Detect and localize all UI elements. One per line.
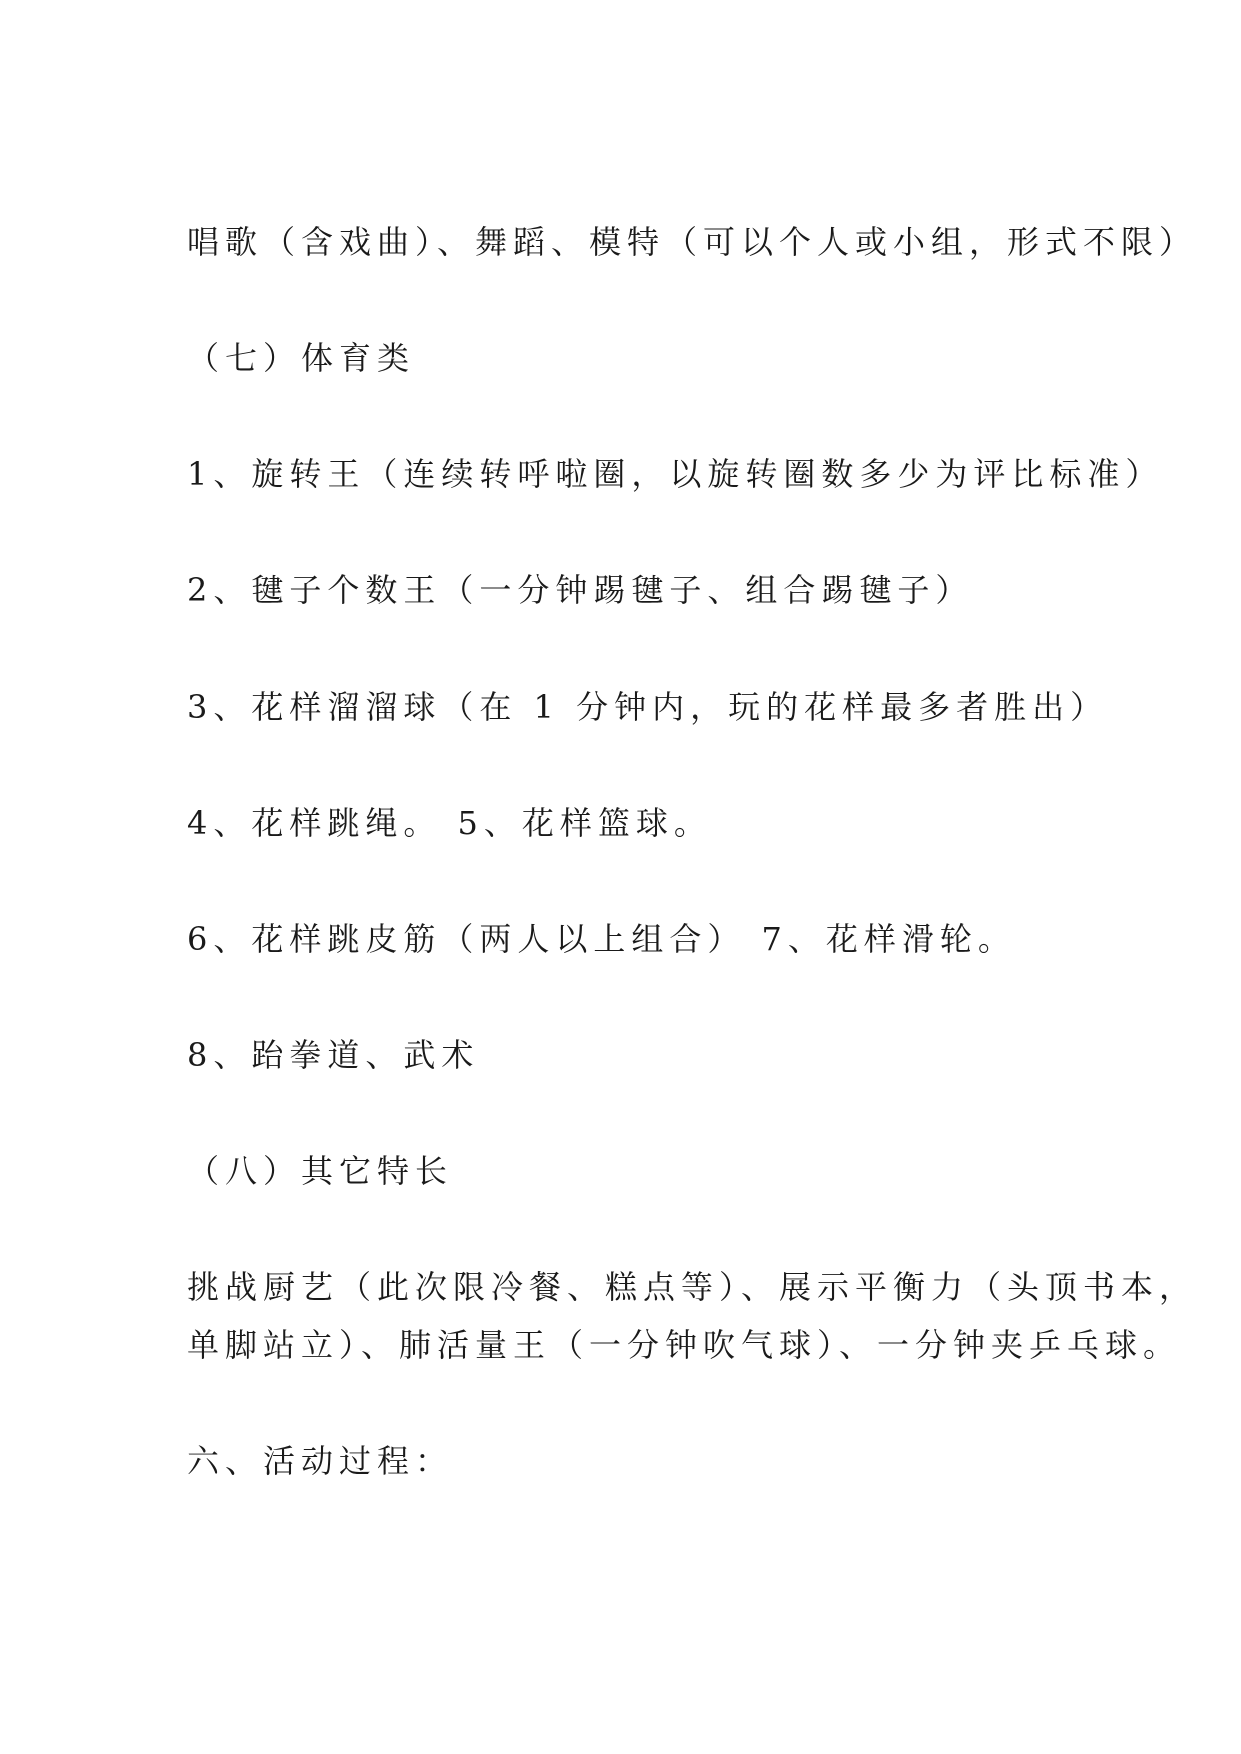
list-item-rubber-band-skates: 6、花样跳皮筋（两人以上组合） 7、花样滑轮。 — [187, 920, 1016, 958]
list-item-shuttlecock: 2、毽子个数王（一分钟踢毽子、组合踢毽子） — [187, 571, 974, 609]
list-item-rope-basketball: 4、花样跳绳。 5、花样篮球。 — [187, 804, 712, 842]
text-line-performance: 唱歌（含戏曲）、舞蹈、模特（可以个人或小组，形式不限） — [187, 223, 1198, 261]
list-item-hula-hoop: 1、旋转王（连续转呼啦圈，以旋转圈数多少为评比标准） — [187, 455, 1164, 493]
section-heading-process: 六、活动过程： — [187, 1442, 454, 1480]
paragraph-other-line-2: 单脚站立）、肺活量王（一分钟吹气球）、一分钟夹乒乓球。 — [187, 1326, 1182, 1364]
section-heading-other: （八）其它特长 — [187, 1152, 454, 1190]
section-heading-sports: （七）体育类 — [187, 339, 416, 377]
list-item-yoyo: 3、花样溜溜球（在 1 分钟内，玩的花样最多者胜出） — [187, 688, 1109, 726]
list-item-taekwondo: 8、跆拳道、武术 — [187, 1036, 480, 1074]
paragraph-other-line-1: 挑战厨艺（此次限冷餐、糕点等）、展示平衡力（头顶书本， — [187, 1268, 1198, 1306]
